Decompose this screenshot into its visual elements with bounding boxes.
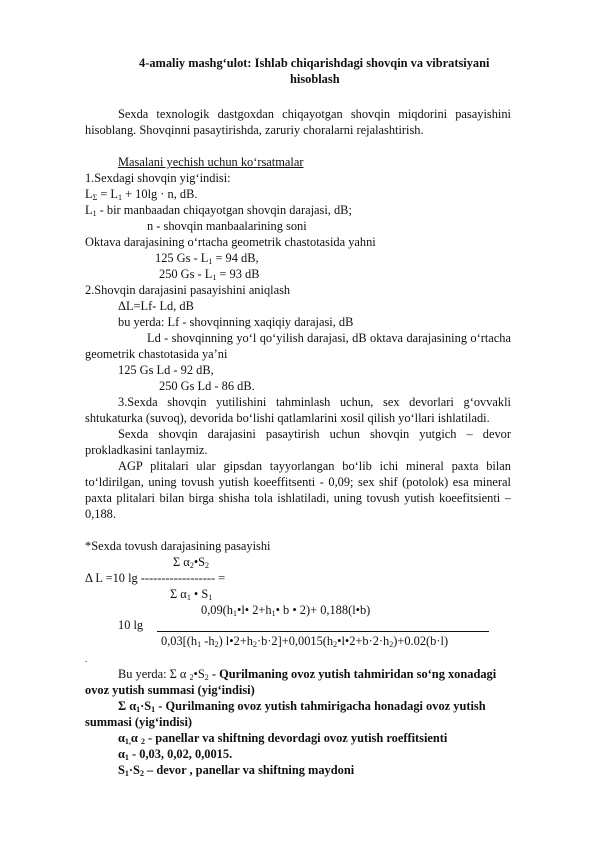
where-sum-after: Bu yerda: Σ α $_2•S_2$ - Qurilmaning ovoz yutish tahmiridan so‘ng xonadagi xyxy=(118,667,497,682)
sum-before-2: summasi (yig‘indisi) xyxy=(85,715,193,729)
para-5-line-3: paxta plitalari bilan birga shisha tola ishlatiladi, uning tovush yutish koeefitsienti – xyxy=(85,491,511,505)
ld-line-1: Ld - shovqinning yo‘l qo‘yilish darajasi, dB oktava darajasining o‘rtacha xyxy=(147,331,511,345)
step-2: 2.Shovqin darajasini pasayishini aniqlash xyxy=(85,283,291,297)
title-line-2: hisoblash xyxy=(290,72,340,86)
where-sum-after-2: ovoz yutish summasi (yig‘indisi) xyxy=(85,683,255,697)
ld-250: 250 Gs Ld - 86 dB. xyxy=(159,379,255,393)
step-1: 1.Sexdagi shovqin yig‘indisi: xyxy=(85,171,231,185)
ld-125: 125 Gs Ld - 92 dB, xyxy=(118,363,214,377)
para-5-line-1: AGP plitalari ular gipsdan tayyorlangan bo‘lib ichi mineral paxta bilan xyxy=(118,459,511,473)
surface-areas: $S_1\cdot S_2$ – devor , panellar va shiftning maydoni xyxy=(118,763,355,778)
para-4-line-1: Sexda shovqin darajasini pasaytirish uchun shovqin yutgich – devor xyxy=(118,427,511,441)
para-5-line-4: 0,188. xyxy=(85,507,116,521)
solution-heading: Masalani yechish uchun ko‘rsatmalar xyxy=(118,155,304,169)
stray-dot: . xyxy=(85,654,88,664)
delta-formula: ΔL=Lf- Ld, dB xyxy=(118,299,194,313)
fraction-denominator: Σ $\alpha_1$ • $S_1$ xyxy=(170,587,213,602)
freq-125: 125 $Gs - L_1 = 94$ dB, xyxy=(155,251,259,266)
big-fraction-denominator: $0,03[(h_1$ $-h_2$) $l•2+h_2\cdot b\cdot 2]+0,0015(h_2•l•2+b\cdot 2\cdot h_2)+0.02(b\cdot l)$ xyxy=(161,634,449,649)
octave-line: Oktava darajasining o‘rtacha geometrik chastotasida yahni xyxy=(85,235,376,249)
ten-lg: 10 lg xyxy=(118,618,144,632)
intro-line-1: Sexda texnologik dastgoxdan chiqayotgan shovqin miqdorini pasayishini xyxy=(118,107,511,121)
step-3-line-1: 3.Sexda shovqin yutilishini tahminlash uchun, sex devorlari g‘ovvakli xyxy=(118,395,511,409)
para-4-line-2: prokladkasini tanlaymiz. xyxy=(85,443,208,457)
ld-line-2: geometrik chastotasida ya’ni xyxy=(85,347,228,361)
l1-definition: $L_1$ - bir manbaadan chiqayotgan shovqin darajasi, dB; xyxy=(85,203,352,218)
title-line-1: 4-amaliy mashg‘ulot: Ishlab chiqarishdagi shovqin va vibratsiyani xyxy=(139,56,490,70)
freq-250: 250 $Gs - L_1 = 93$ dB xyxy=(159,267,260,282)
fraction-bar xyxy=(157,631,489,632)
para-5-line-2: to‘ldirilgan, uning tovush yutish koeeffitsenti - 0,09; sex shif (potolok) esa mineral xyxy=(85,475,511,489)
n-definition: n - shovqin manbaalarining soni xyxy=(147,219,307,233)
noise-reduction-heading: *Sexda tovush darajasining pasayishi xyxy=(85,539,271,553)
big-fraction-numerator: $0,09(h_1•l•$ $2+h_1•$ b • 2)+ 0,188(l•b) xyxy=(201,603,371,618)
fraction-numerator: Σ $\alpha_2•S_2$ xyxy=(173,555,210,570)
formula-total-level: $L_\Sigma = L_1 + 10\lg \cdot n$, dB. xyxy=(85,187,198,202)
sum-before: Σ $\alpha_1\cdot S_1$ - Qurilmaning ovoz yutish tahmirigacha honadagi ovoz yutish xyxy=(118,699,486,714)
delta-l-formula: Δ L =10 lg ------------------ = xyxy=(85,571,226,585)
alpha-coefficients: $\alpha_{1,}\alpha$ $_2$ - panellar va shiftning devordagi ovoz yutish roeffitsienti xyxy=(118,731,448,746)
alpha-values: $\alpha_1 - 0,03$, 0,02, 0,0015. xyxy=(118,747,233,762)
where-lf: bu yerda: Lf - shovqinning xaqiqiy darajasi, dB xyxy=(118,315,354,329)
step-3-line-2: shtukaturka (suvoq), devorida bo‘lishi qatlamlarini xosil qilish yo‘llari ishlatiladi. xyxy=(85,411,490,425)
intro-line-2: hisoblang. Shovqinni pasaytirishda, zaruriy choralarni rejalashtirish. xyxy=(85,123,424,137)
